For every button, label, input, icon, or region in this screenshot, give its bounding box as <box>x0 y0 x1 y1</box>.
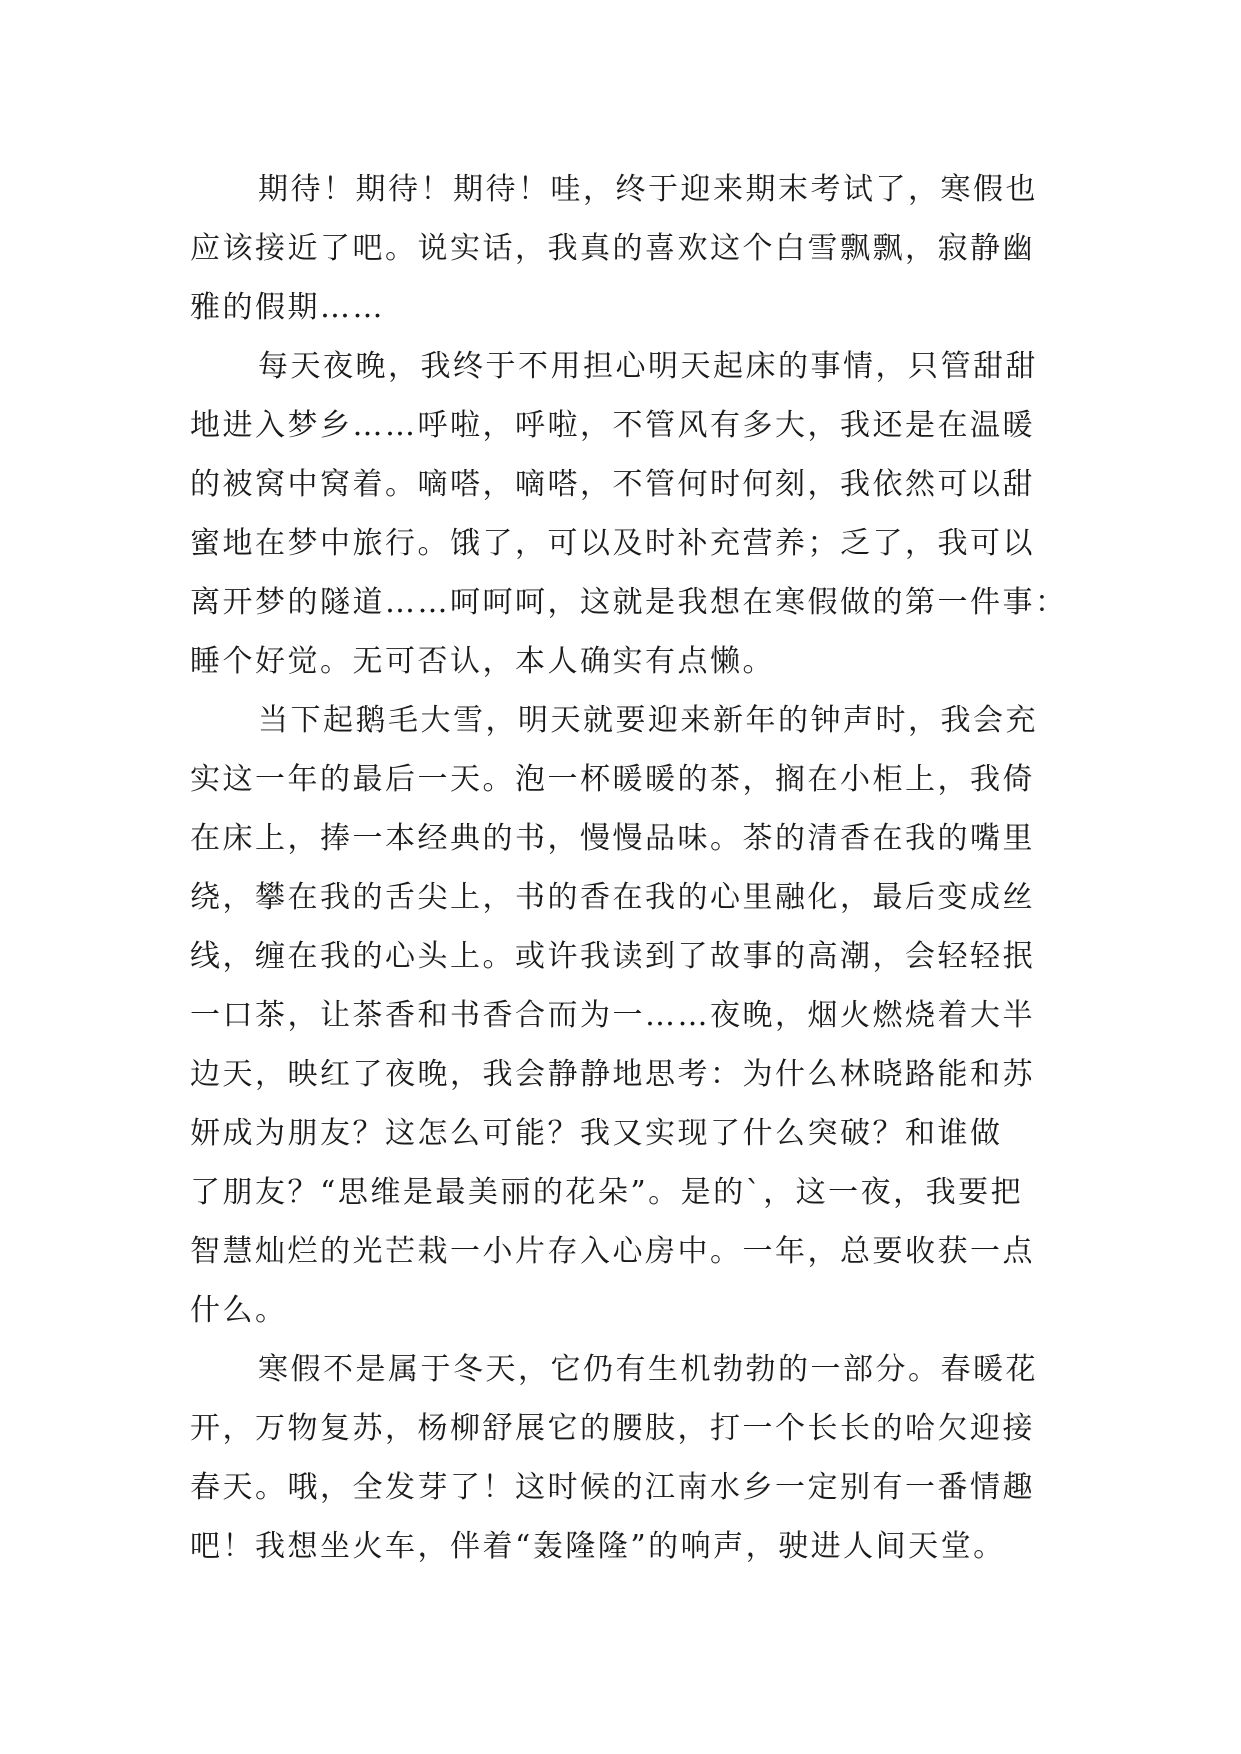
text-line: 的被窝中窝着。嘀嗒，嘀嗒，不管何时何刻，我依然可以甜 <box>190 467 1035 502</box>
text-line: 睡个好觉。无可否认，本人确实有点懒。 <box>190 644 775 679</box>
text-line: 蜜地在梦中旅行。饿了，可以及时补充营养；乏了，我可以 <box>190 526 1035 561</box>
text-line: 当下起鹅毛大雪，明天就要迎来新年的钟声时，我会充 <box>258 703 1038 738</box>
text-line: 实这一年的最后一天。泡一杯暖暖的茶，搁在小柜上，我倚 <box>190 762 1035 797</box>
text-line: 应该接近了吧。说实话，我真的喜欢这个白雪飘飘，寂静幽 <box>190 231 1035 266</box>
text-line: 期待！期待！期待！哇，终于迎来期末考试了，寒假也 <box>258 172 1038 207</box>
paragraph-2 <box>190 337 1070 691</box>
text-line: 在床上，捧一本经典的书，慢慢品味。茶的清香在我的嘴里 <box>190 821 1035 856</box>
text-line: 智慧灿烂的光芒栽一小片存入心房中。一年，总要收获一点 <box>190 1234 1035 1269</box>
text-line: 绕，攀在我的舌尖上，书的香在我的心里融化，最后变成丝 <box>190 880 1035 915</box>
text-line: 边天，映红了夜晚，我会静静地思考：为什么林晓路能和苏 <box>190 1057 1035 1092</box>
text-line: 地进入梦乡……呼啦，呼啦，不管风有多大，我还是在温暖 <box>190 408 1035 443</box>
text-line: 雅的假期…… <box>190 290 385 325</box>
text-line: 寒假不是属于冬天，它仍有生机勃勃的一部分。春暖花 <box>258 1352 1038 1387</box>
paragraph-1 <box>190 160 1070 337</box>
text-line: 妍成为朋友？这怎么可能？我又实现了什么突破？和谁做 <box>190 1116 1003 1151</box>
text-line: 每天夜晚，我终于不用担心明天起床的事情，只管甜甜 <box>258 349 1038 384</box>
paragraph-3 <box>190 691 1070 1340</box>
text-line: 线，缠在我的心头上。或许我读到了故事的高潮，会轻轻抿 <box>190 939 1035 974</box>
text-line: 吧！我想坐火车，伴着“轰隆隆”的响声，驶进人间天堂。 <box>190 1529 1006 1564</box>
text-line: 一口茶，让茶香和书香合而为一……夜晚，烟火燃烧着大半 <box>190 998 1035 1033</box>
text-line: 了朋友？“思维是最美丽的花朵”。是的`，这一夜，我要把 <box>190 1175 1024 1210</box>
text-line: 春天。哦，全发芽了！这时候的江南水乡一定别有一番情趣 <box>190 1470 1035 1505</box>
text-line: 开，万物复苏，杨柳舒展它的腰肢，打一个长长的哈欠迎接 <box>190 1411 1035 1446</box>
paragraph-4 <box>190 1340 1070 1576</box>
text-line: 什么。 <box>190 1293 288 1328</box>
document-body <box>190 160 1070 1576</box>
text-line: 离开梦的隧道……呵呵呵，这就是我想在寒假做的第一件事： <box>190 585 1068 620</box>
